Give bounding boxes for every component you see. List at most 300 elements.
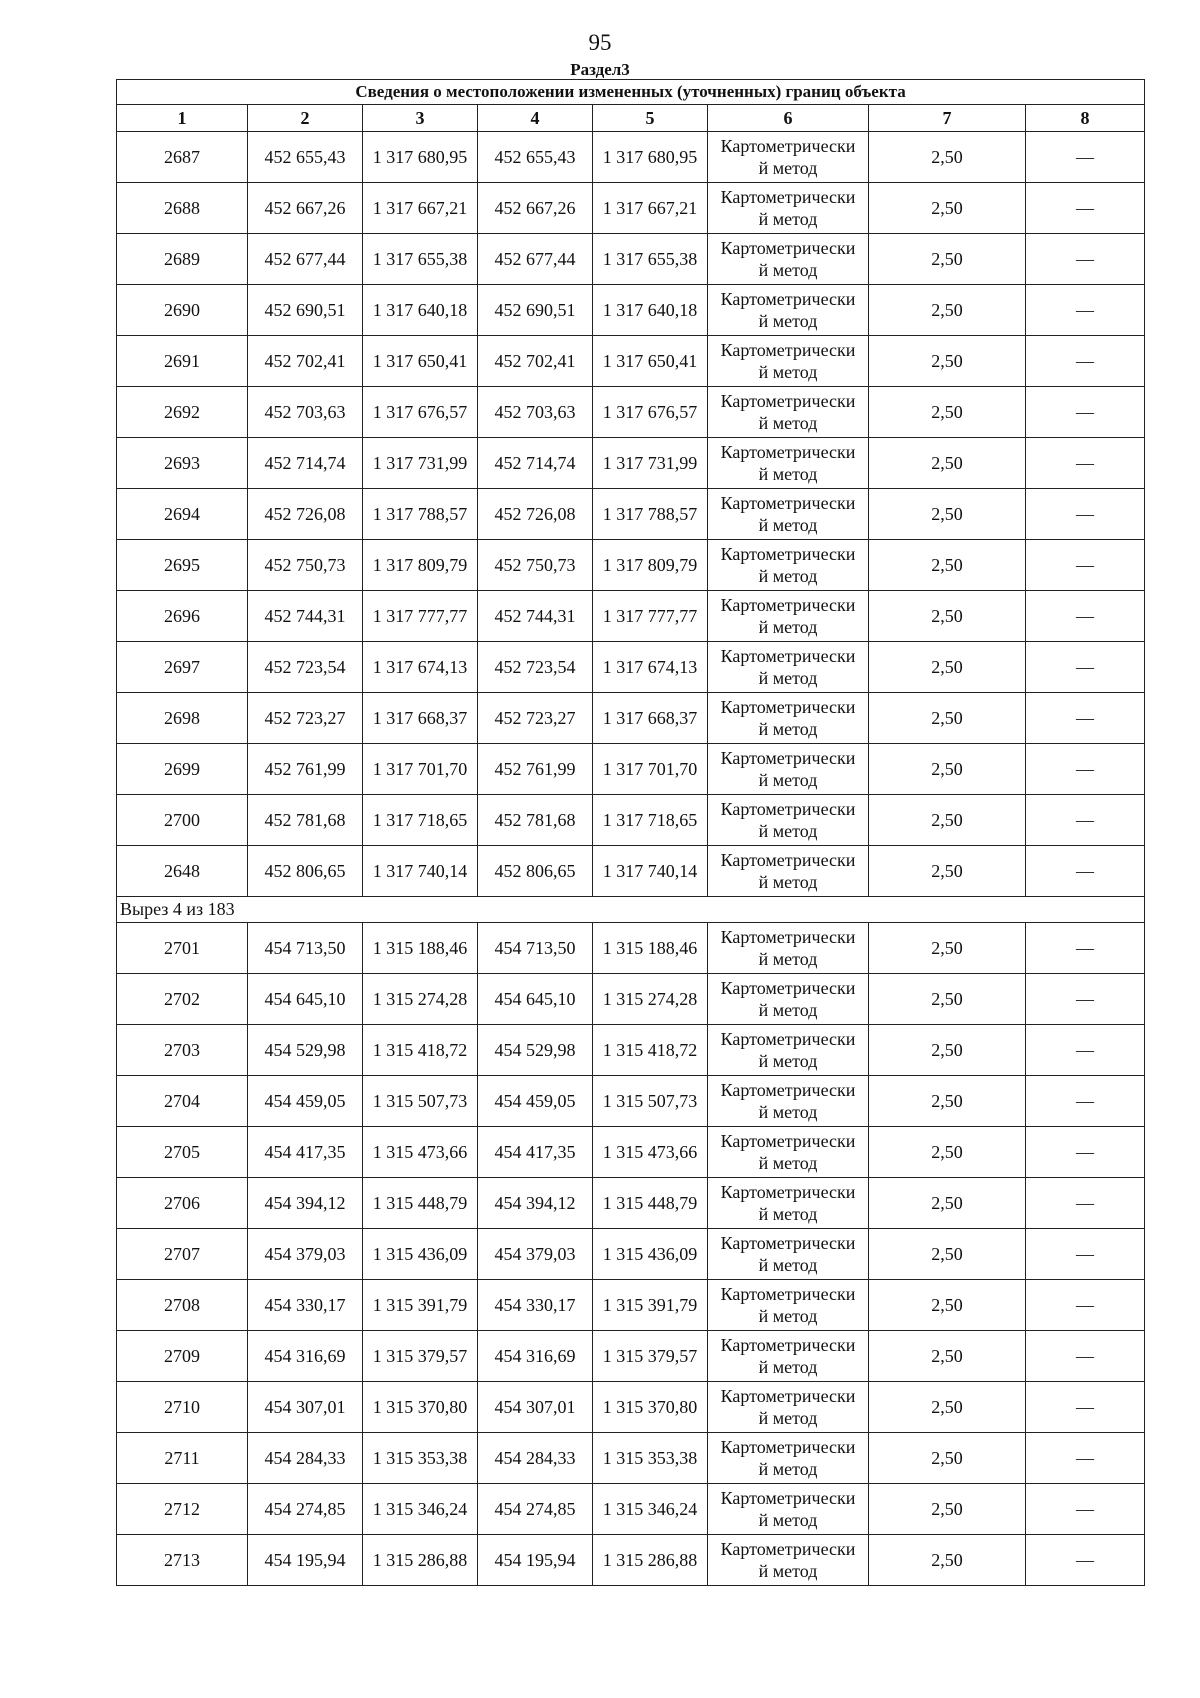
x-existing-cell: 452 761,99 bbox=[248, 744, 363, 795]
y-existing-cell: 1 315 379,57 bbox=[363, 1331, 478, 1382]
point-number-cell: 2705 bbox=[117, 1127, 248, 1178]
y-existing-cell: 1 317 740,14 bbox=[363, 846, 478, 897]
description-cell: — bbox=[1026, 591, 1145, 642]
y-new-cell: 1 315 436,09 bbox=[593, 1229, 708, 1280]
point-number-cell: 2688 bbox=[117, 183, 248, 234]
point-number-cell: 2692 bbox=[117, 387, 248, 438]
method-line: Картометрически bbox=[720, 1539, 856, 1559]
method-line: Картометрически bbox=[720, 646, 856, 666]
table-row bbox=[117, 642, 1145, 693]
method-line: й метод bbox=[758, 770, 818, 790]
description-cell: — bbox=[1026, 387, 1145, 438]
method-line: й метод bbox=[758, 1510, 818, 1530]
x-new-cell: 452 690,51 bbox=[478, 285, 593, 336]
accuracy-cell: 2,50 bbox=[869, 1076, 1026, 1127]
y-existing-cell: 1 315 346,24 bbox=[363, 1484, 478, 1535]
method-cell bbox=[708, 387, 869, 438]
table-caption-row bbox=[117, 80, 1145, 105]
accuracy-cell: 2,50 bbox=[869, 387, 1026, 438]
accuracy-cell: 2,50 bbox=[869, 1382, 1026, 1433]
method-line: й метод bbox=[758, 1102, 818, 1122]
x-new-cell: 454 379,03 bbox=[478, 1229, 593, 1280]
y-new-cell: 1 315 286,88 bbox=[593, 1535, 708, 1586]
method-line: Картометрически bbox=[720, 238, 856, 258]
description-cell: — bbox=[1026, 1229, 1145, 1280]
method-line: й метод bbox=[758, 1357, 818, 1377]
table-row bbox=[117, 387, 1145, 438]
method-line: й метод bbox=[758, 719, 818, 739]
table-row bbox=[117, 438, 1145, 489]
method-line: Картометрически bbox=[720, 697, 856, 717]
header-cell: 3 bbox=[363, 105, 478, 132]
y-existing-cell: 1 315 436,09 bbox=[363, 1229, 478, 1280]
method-cell bbox=[708, 132, 869, 183]
accuracy-cell: 2,50 bbox=[869, 974, 1026, 1025]
table-body bbox=[117, 80, 1145, 1586]
y-new-cell: 1 317 701,70 bbox=[593, 744, 708, 795]
accuracy-cell: 2,50 bbox=[869, 438, 1026, 489]
accuracy-cell: 2,50 bbox=[869, 183, 1026, 234]
description-cell: — bbox=[1026, 1280, 1145, 1331]
x-existing-cell: 452 723,54 bbox=[248, 642, 363, 693]
accuracy-cell: 2,50 bbox=[869, 234, 1026, 285]
y-new-cell: 1 317 640,18 bbox=[593, 285, 708, 336]
y-new-cell: 1 317 650,41 bbox=[593, 336, 708, 387]
method-cell bbox=[708, 1382, 869, 1433]
x-new-cell: 454 713,50 bbox=[478, 923, 593, 974]
description-cell: — bbox=[1026, 642, 1145, 693]
y-new-cell: 1 315 448,79 bbox=[593, 1178, 708, 1229]
table-row bbox=[117, 591, 1145, 642]
point-number-cell: 2706 bbox=[117, 1178, 248, 1229]
y-new-cell: 1 317 676,57 bbox=[593, 387, 708, 438]
x-existing-cell: 454 195,94 bbox=[248, 1535, 363, 1586]
accuracy-cell: 2,50 bbox=[869, 744, 1026, 795]
y-new-cell: 1 317 667,21 bbox=[593, 183, 708, 234]
table-row bbox=[117, 1535, 1145, 1586]
table-row bbox=[117, 974, 1145, 1025]
method-cell bbox=[708, 1178, 869, 1229]
y-existing-cell: 1 317 640,18 bbox=[363, 285, 478, 336]
table-row bbox=[117, 1127, 1145, 1178]
x-existing-cell: 452 690,51 bbox=[248, 285, 363, 336]
description-cell: — bbox=[1026, 1433, 1145, 1484]
x-new-cell: 452 702,41 bbox=[478, 336, 593, 387]
y-existing-cell: 1 315 418,72 bbox=[363, 1025, 478, 1076]
description-cell: — bbox=[1026, 1331, 1145, 1382]
accuracy-cell: 2,50 bbox=[869, 489, 1026, 540]
method-line: Картометрически bbox=[720, 1029, 856, 1049]
x-new-cell: 452 714,74 bbox=[478, 438, 593, 489]
method-line: Картометрически bbox=[720, 493, 856, 513]
x-new-cell: 452 667,26 bbox=[478, 183, 593, 234]
x-existing-cell: 454 379,03 bbox=[248, 1229, 363, 1280]
table-row bbox=[117, 1382, 1145, 1433]
point-number-cell: 2694 bbox=[117, 489, 248, 540]
x-existing-cell: 452 744,31 bbox=[248, 591, 363, 642]
method-cell bbox=[708, 642, 869, 693]
y-new-cell: 1 317 680,95 bbox=[593, 132, 708, 183]
accuracy-cell: 2,50 bbox=[869, 1331, 1026, 1382]
method-line: й метод bbox=[758, 1306, 818, 1326]
x-new-cell: 454 274,85 bbox=[478, 1484, 593, 1535]
x-existing-cell: 452 714,74 bbox=[248, 438, 363, 489]
description-cell: — bbox=[1026, 183, 1145, 234]
y-new-cell: 1 317 740,14 bbox=[593, 846, 708, 897]
x-new-cell: 452 761,99 bbox=[478, 744, 593, 795]
method-line: й метод bbox=[758, 872, 818, 892]
y-existing-cell: 1 317 718,65 bbox=[363, 795, 478, 846]
method-line: Картометрически bbox=[720, 1080, 856, 1100]
method-line: й метод bbox=[758, 1153, 818, 1173]
x-new-cell: 454 394,12 bbox=[478, 1178, 593, 1229]
point-number-cell: 2712 bbox=[117, 1484, 248, 1535]
description-cell: — bbox=[1026, 336, 1145, 387]
method-cell bbox=[708, 1331, 869, 1382]
header-cell: 4 bbox=[478, 105, 593, 132]
cutout-note-row bbox=[117, 897, 1145, 923]
point-number-cell: 2699 bbox=[117, 744, 248, 795]
y-existing-cell: 1 317 655,38 bbox=[363, 234, 478, 285]
x-existing-cell: 452 702,41 bbox=[248, 336, 363, 387]
x-existing-cell: 454 529,98 bbox=[248, 1025, 363, 1076]
table-row bbox=[117, 744, 1145, 795]
header-cell: 2 bbox=[248, 105, 363, 132]
page-number: 95 bbox=[588, 30, 612, 55]
table-row bbox=[117, 336, 1145, 387]
y-new-cell: 1 317 655,38 bbox=[593, 234, 708, 285]
x-existing-cell: 454 459,05 bbox=[248, 1076, 363, 1127]
method-line: й метод bbox=[758, 413, 818, 433]
y-existing-cell: 1 317 667,21 bbox=[363, 183, 478, 234]
header-cell: 5 bbox=[593, 105, 708, 132]
method-line: й метод bbox=[758, 1561, 818, 1581]
x-new-cell: 452 744,31 bbox=[478, 591, 593, 642]
x-new-cell: 454 330,17 bbox=[478, 1280, 593, 1331]
header-cell: 8 bbox=[1026, 105, 1145, 132]
y-new-cell: 1 317 668,37 bbox=[593, 693, 708, 744]
method-line: Картометрически bbox=[720, 1437, 856, 1457]
y-new-cell: 1 315 188,46 bbox=[593, 923, 708, 974]
method-cell bbox=[708, 1025, 869, 1076]
point-number-cell: 2708 bbox=[117, 1280, 248, 1331]
method-cell bbox=[708, 1484, 869, 1535]
y-new-cell: 1 317 777,77 bbox=[593, 591, 708, 642]
table-caption: Сведения о местоположении измененных (уточненных) границ объекта bbox=[117, 80, 1145, 105]
point-number-cell: 2700 bbox=[117, 795, 248, 846]
description-cell: — bbox=[1026, 1535, 1145, 1586]
method-line: й метод bbox=[758, 158, 818, 178]
method-line: й метод bbox=[758, 260, 818, 280]
table-row bbox=[117, 846, 1145, 897]
section-title: Раздел3 bbox=[570, 60, 630, 79]
accuracy-cell: 2,50 bbox=[869, 1280, 1026, 1331]
point-number-cell: 2696 bbox=[117, 591, 248, 642]
point-number-cell: 2687 bbox=[117, 132, 248, 183]
method-cell bbox=[708, 1433, 869, 1484]
method-line: Картометрически bbox=[720, 1335, 856, 1355]
point-number-cell: 2648 bbox=[117, 846, 248, 897]
x-new-cell: 454 417,35 bbox=[478, 1127, 593, 1178]
x-existing-cell: 454 713,50 bbox=[248, 923, 363, 974]
table-row bbox=[117, 234, 1145, 285]
method-cell bbox=[708, 591, 869, 642]
accuracy-cell: 2,50 bbox=[869, 591, 1026, 642]
x-existing-cell: 454 645,10 bbox=[248, 974, 363, 1025]
point-number-cell: 2702 bbox=[117, 974, 248, 1025]
method-cell bbox=[708, 1127, 869, 1178]
x-new-cell: 454 284,33 bbox=[478, 1433, 593, 1484]
method-cell bbox=[708, 1229, 869, 1280]
y-existing-cell: 1 317 788,57 bbox=[363, 489, 478, 540]
x-existing-cell: 454 307,01 bbox=[248, 1382, 363, 1433]
y-existing-cell: 1 315 473,66 bbox=[363, 1127, 478, 1178]
description-cell: — bbox=[1026, 234, 1145, 285]
table-row bbox=[117, 1229, 1145, 1280]
method-cell bbox=[708, 974, 869, 1025]
point-number-cell: 2710 bbox=[117, 1382, 248, 1433]
method-line: Картометрически bbox=[720, 289, 856, 309]
header-cell: 6 bbox=[708, 105, 869, 132]
table-row bbox=[117, 923, 1145, 974]
table-row bbox=[117, 1331, 1145, 1382]
method-cell bbox=[708, 1076, 869, 1127]
x-existing-cell: 454 330,17 bbox=[248, 1280, 363, 1331]
method-cell bbox=[708, 846, 869, 897]
method-cell bbox=[708, 438, 869, 489]
method-line: й метод bbox=[758, 949, 818, 969]
method-line: й метод bbox=[758, 464, 818, 484]
method-line: й метод bbox=[758, 1204, 818, 1224]
y-existing-cell: 1 317 701,70 bbox=[363, 744, 478, 795]
x-existing-cell: 454 316,69 bbox=[248, 1331, 363, 1382]
method-line: Картометрически bbox=[720, 1131, 856, 1151]
method-line: Картометрически bbox=[720, 187, 856, 207]
description-cell: — bbox=[1026, 1025, 1145, 1076]
method-line: Картометрически bbox=[720, 544, 856, 564]
y-new-cell: 1 315 391,79 bbox=[593, 1280, 708, 1331]
x-existing-cell: 452 703,63 bbox=[248, 387, 363, 438]
accuracy-cell: 2,50 bbox=[869, 1025, 1026, 1076]
method-line: Картометрически bbox=[720, 1488, 856, 1508]
x-existing-cell: 452 677,44 bbox=[248, 234, 363, 285]
table-header-row bbox=[117, 105, 1145, 132]
y-existing-cell: 1 315 286,88 bbox=[363, 1535, 478, 1586]
table-row bbox=[117, 183, 1145, 234]
x-new-cell: 454 307,01 bbox=[478, 1382, 593, 1433]
accuracy-cell: 2,50 bbox=[869, 795, 1026, 846]
point-number-cell: 2704 bbox=[117, 1076, 248, 1127]
point-number-cell: 2701 bbox=[117, 923, 248, 974]
y-new-cell: 1 315 370,80 bbox=[593, 1382, 708, 1433]
y-new-cell: 1 315 353,38 bbox=[593, 1433, 708, 1484]
method-cell bbox=[708, 489, 869, 540]
x-existing-cell: 454 394,12 bbox=[248, 1178, 363, 1229]
x-new-cell: 452 655,43 bbox=[478, 132, 593, 183]
y-new-cell: 1 317 809,79 bbox=[593, 540, 708, 591]
table-row bbox=[117, 1025, 1145, 1076]
header-cell: 7 bbox=[869, 105, 1026, 132]
method-line: Картометрически bbox=[720, 136, 856, 156]
x-existing-cell: 452 726,08 bbox=[248, 489, 363, 540]
x-new-cell: 452 723,27 bbox=[478, 693, 593, 744]
x-existing-cell: 452 806,65 bbox=[248, 846, 363, 897]
x-new-cell: 454 459,05 bbox=[478, 1076, 593, 1127]
y-existing-cell: 1 315 448,79 bbox=[363, 1178, 478, 1229]
x-new-cell: 452 781,68 bbox=[478, 795, 593, 846]
description-cell: — bbox=[1026, 285, 1145, 336]
method-line: Картометрически bbox=[720, 927, 856, 947]
description-cell: — bbox=[1026, 1178, 1145, 1229]
method-cell bbox=[708, 1280, 869, 1331]
method-line: Картометрически bbox=[720, 1233, 856, 1253]
y-existing-cell: 1 317 674,13 bbox=[363, 642, 478, 693]
accuracy-cell: 2,50 bbox=[869, 1535, 1026, 1586]
x-new-cell: 452 750,73 bbox=[478, 540, 593, 591]
y-new-cell: 1 315 507,73 bbox=[593, 1076, 708, 1127]
method-line: й метод bbox=[758, 1459, 818, 1479]
x-new-cell: 454 645,10 bbox=[478, 974, 593, 1025]
x-existing-cell: 452 750,73 bbox=[248, 540, 363, 591]
y-existing-cell: 1 315 188,46 bbox=[363, 923, 478, 974]
table-row bbox=[117, 132, 1145, 183]
table-row bbox=[117, 540, 1145, 591]
table-row bbox=[117, 1280, 1145, 1331]
accuracy-cell: 2,50 bbox=[869, 1127, 1026, 1178]
point-number-cell: 2689 bbox=[117, 234, 248, 285]
point-number-cell: 2709 bbox=[117, 1331, 248, 1382]
description-cell: — bbox=[1026, 1127, 1145, 1178]
y-existing-cell: 1 317 676,57 bbox=[363, 387, 478, 438]
table-row bbox=[117, 285, 1145, 336]
method-cell bbox=[708, 744, 869, 795]
method-cell bbox=[708, 923, 869, 974]
y-existing-cell: 1 315 507,73 bbox=[363, 1076, 478, 1127]
point-number-cell: 2697 bbox=[117, 642, 248, 693]
method-line: й метод bbox=[758, 1408, 818, 1428]
method-line: Картометрически bbox=[720, 340, 856, 360]
method-cell bbox=[708, 693, 869, 744]
y-existing-cell: 1 317 650,41 bbox=[363, 336, 478, 387]
point-number-cell: 2713 bbox=[117, 1535, 248, 1586]
x-new-cell: 452 723,54 bbox=[478, 642, 593, 693]
description-cell: — bbox=[1026, 795, 1145, 846]
x-new-cell: 452 677,44 bbox=[478, 234, 593, 285]
method-cell bbox=[708, 285, 869, 336]
table-row bbox=[117, 489, 1145, 540]
method-line: Картометрически bbox=[720, 442, 856, 462]
y-new-cell: 1 315 379,57 bbox=[593, 1331, 708, 1382]
table-row bbox=[117, 1178, 1145, 1229]
accuracy-cell: 2,50 bbox=[869, 642, 1026, 693]
method-cell bbox=[708, 234, 869, 285]
x-existing-cell: 452 655,43 bbox=[248, 132, 363, 183]
x-existing-cell: 452 781,68 bbox=[248, 795, 363, 846]
accuracy-cell: 2,50 bbox=[869, 846, 1026, 897]
accuracy-cell: 2,50 bbox=[869, 1484, 1026, 1535]
y-new-cell: 1 315 473,66 bbox=[593, 1127, 708, 1178]
cutout-note: Вырез 4 из 183 bbox=[117, 897, 1145, 923]
description-cell: — bbox=[1026, 438, 1145, 489]
y-existing-cell: 1 315 370,80 bbox=[363, 1382, 478, 1433]
y-existing-cell: 1 315 353,38 bbox=[363, 1433, 478, 1484]
method-line: Картометрически bbox=[720, 1284, 856, 1304]
x-new-cell: 452 703,63 bbox=[478, 387, 593, 438]
description-cell: — bbox=[1026, 974, 1145, 1025]
y-existing-cell: 1 317 731,99 bbox=[363, 438, 478, 489]
method-line: Картометрически bbox=[720, 1386, 856, 1406]
accuracy-cell: 2,50 bbox=[869, 132, 1026, 183]
y-existing-cell: 1 317 668,37 bbox=[363, 693, 478, 744]
description-cell: — bbox=[1026, 132, 1145, 183]
boundary-coordinates-table bbox=[116, 79, 1145, 1586]
accuracy-cell: 2,50 bbox=[869, 1229, 1026, 1280]
x-existing-cell: 452 723,27 bbox=[248, 693, 363, 744]
method-line: й метод bbox=[758, 311, 818, 331]
method-line: й метод bbox=[758, 617, 818, 637]
point-number-cell: 2703 bbox=[117, 1025, 248, 1076]
x-new-cell: 452 726,08 bbox=[478, 489, 593, 540]
method-line: й метод bbox=[758, 566, 818, 586]
table-row bbox=[117, 795, 1145, 846]
x-new-cell: 454 195,94 bbox=[478, 1535, 593, 1586]
accuracy-cell: 2,50 bbox=[869, 923, 1026, 974]
x-existing-cell: 454 274,85 bbox=[248, 1484, 363, 1535]
description-cell: — bbox=[1026, 846, 1145, 897]
method-line: Картометрически bbox=[720, 391, 856, 411]
table-row bbox=[117, 1433, 1145, 1484]
y-existing-cell: 1 315 391,79 bbox=[363, 1280, 478, 1331]
description-cell: — bbox=[1026, 693, 1145, 744]
description-cell: — bbox=[1026, 923, 1145, 974]
method-cell bbox=[708, 795, 869, 846]
point-number-cell: 2695 bbox=[117, 540, 248, 591]
accuracy-cell: 2,50 bbox=[869, 336, 1026, 387]
table-row bbox=[117, 693, 1145, 744]
y-existing-cell: 1 315 274,28 bbox=[363, 974, 478, 1025]
y-new-cell: 1 315 346,24 bbox=[593, 1484, 708, 1535]
table-row bbox=[117, 1076, 1145, 1127]
y-new-cell: 1 317 731,99 bbox=[593, 438, 708, 489]
header-cell: 1 bbox=[117, 105, 248, 132]
accuracy-cell: 2,50 bbox=[869, 1433, 1026, 1484]
method-line: й метод bbox=[758, 821, 818, 841]
y-existing-cell: 1 317 777,77 bbox=[363, 591, 478, 642]
method-line: й метод bbox=[758, 362, 818, 382]
method-line: й метод bbox=[758, 515, 818, 535]
method-cell bbox=[708, 183, 869, 234]
method-line: й метод bbox=[758, 668, 818, 688]
description-cell: — bbox=[1026, 1076, 1145, 1127]
method-cell bbox=[708, 1535, 869, 1586]
point-number-cell: 2707 bbox=[117, 1229, 248, 1280]
y-new-cell: 1 317 674,13 bbox=[593, 642, 708, 693]
description-cell: — bbox=[1026, 1382, 1145, 1433]
point-number-cell: 2711 bbox=[117, 1433, 248, 1484]
description-cell: — bbox=[1026, 744, 1145, 795]
x-new-cell: 454 529,98 bbox=[478, 1025, 593, 1076]
y-existing-cell: 1 317 809,79 bbox=[363, 540, 478, 591]
y-new-cell: 1 315 418,72 bbox=[593, 1025, 708, 1076]
description-cell: — bbox=[1026, 1484, 1145, 1535]
x-existing-cell: 452 667,26 bbox=[248, 183, 363, 234]
accuracy-cell: 2,50 bbox=[869, 693, 1026, 744]
description-cell: — bbox=[1026, 489, 1145, 540]
accuracy-cell: 2,50 bbox=[869, 540, 1026, 591]
method-line: й метод bbox=[758, 1255, 818, 1275]
y-new-cell: 1 315 274,28 bbox=[593, 974, 708, 1025]
point-number-cell: 2690 bbox=[117, 285, 248, 336]
